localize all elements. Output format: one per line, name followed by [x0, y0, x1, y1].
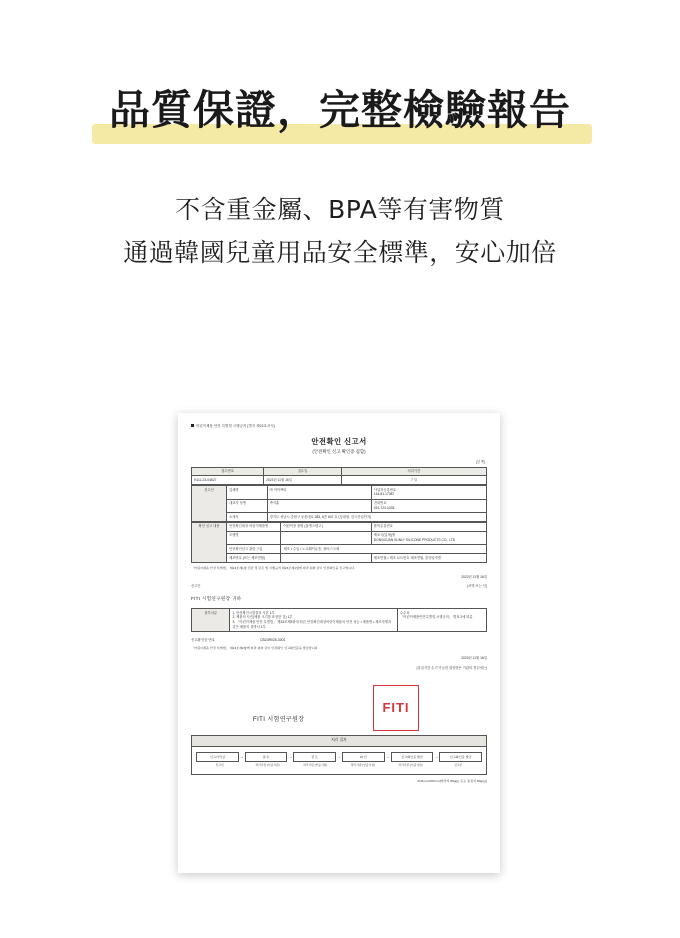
- arrow-right-icon: →: [434, 753, 439, 759]
- official-stamp-icon: FITI: [373, 685, 419, 731]
- model-name-label: 모델명: [227, 531, 281, 545]
- flow-node: 검 토: [293, 752, 336, 763]
- address-label: 소재지: [227, 513, 268, 522]
- arrow-right-icon: →: [337, 753, 342, 759]
- processing-period-label: 처리기간: [341, 467, 486, 476]
- manufacture-no-value: [281, 554, 371, 563]
- attachments-table: [191, 608, 487, 632]
- arrow-right-icon: →: [385, 753, 390, 759]
- table-row: [192, 554, 487, 563]
- product-name-value: 어린이용 물병 (물병스텐 2 ): [281, 522, 371, 531]
- issue-note: 「어린이제품 안전 특별법」 제23조제2항에 따라 위와 같이 안전확인 신고확인증을 발급합니다.: [191, 646, 319, 651]
- table-row: [192, 545, 487, 554]
- business-no: 사업자등록번호 144-81-17387: [371, 486, 486, 500]
- confirm-no-value: CB23R025-3001: [260, 638, 286, 643]
- headline-section: [0, 86, 680, 150]
- subheadline-line-2: 通過韓國兒童用品安全標準，安心加倍: [123, 238, 557, 267]
- signature-row: [191, 584, 487, 589]
- declaration-content-table: [191, 522, 487, 563]
- subheadline: [0, 188, 680, 274]
- ceo-label: 대표자 성명: [227, 499, 268, 513]
- applicant-label: 신고인: [192, 486, 227, 522]
- fee-cell: 수수료 「어린이제품안전특별법 시행규칙」 별표 2에 따름: [398, 609, 487, 632]
- table-row: [192, 513, 487, 522]
- table-row: [192, 522, 487, 531]
- certificate-document: [178, 413, 500, 873]
- flow-actor: 신고인: [454, 763, 463, 768]
- confirm-no-row: 신고확인증 번호 CB23R025-3001: [191, 638, 286, 643]
- processing-period-value: 7 일: [341, 476, 486, 485]
- table-row: [192, 531, 487, 545]
- certificate-subtitle: (안전확인 신고 확인증 겸함): [312, 449, 366, 455]
- certificate-page-mark: (앞 쪽): [475, 459, 485, 464]
- attachment-list: 1. 안전확인시험결과 사본 1부 2. 제품의 사진(제품 크기를 표현한 것) 1부 3. 「어린이제품 안전 특별법」 제23조제3항에 따른 안전확인대상어린이제품의 안전 성능 • 제품명 • 제조자명과 같은 제품의 설명서 1부: [230, 609, 398, 632]
- product-name-label: 안전확인대상 어린이제품명: [227, 522, 281, 531]
- company-name-label: 업체명: [227, 486, 268, 500]
- flow-actor: 처리기관 (인증기관): [398, 763, 423, 768]
- process-flow-actors: [196, 764, 482, 767]
- certificate-content: [191, 424, 487, 862]
- attachment-label: 첨부서류: [192, 609, 230, 632]
- declaration-type-label: 안전확인신고 관련 구분: [227, 545, 281, 554]
- table-row: [192, 476, 487, 485]
- subheadline-line-1: 不含重金屬、BPA等有害物質: [175, 195, 505, 224]
- declaration-type-value: 제조 • 수입 • 노르웨이유통, 플라스크체: [281, 545, 487, 554]
- manufacturer-cell: 제조국(업체)명 DONGGUAN SUNLY SILICONE PRODUCTS CO., LTD: [371, 531, 486, 545]
- paper-spec-footer: 210mm×297mm[백상지 80g/㎡ 또는 중질지 80g/㎡]: [417, 778, 487, 783]
- manufacture-lot-cell: 제조연월 • 제조 로트번호 제조연월, 출하일자별: [371, 554, 486, 563]
- model-name-value: [281, 531, 371, 545]
- flow-node: 신고확인증 발급: [391, 752, 434, 763]
- company-name-value: ㈜ 아이쁘띠: [267, 486, 371, 500]
- declaration-date: 2023년 11월 16일: [461, 575, 487, 580]
- issuer-name: FITI 시험연구원장: [253, 716, 305, 723]
- receipt-no-label: 접수번호: [192, 467, 264, 476]
- content-label: 확인 신고 내용: [192, 522, 227, 562]
- process-flow-nodes: [196, 752, 482, 763]
- receipt-date-label: 접수일: [264, 467, 342, 476]
- applicant-table: [191, 485, 487, 522]
- ceo-value: 박지훈: [267, 499, 371, 513]
- arrow-right-icon: →: [239, 753, 244, 759]
- category-no-cell: 품목분류번호: [371, 522, 486, 531]
- flow-node: 신고확인증 발급: [439, 752, 482, 763]
- flow-actor: 처리기관 (인증기관): [303, 763, 328, 768]
- issue-date: 2023년 11월 16일: [461, 656, 487, 661]
- phone-cell: 전화번호 031-724-1035: [371, 499, 486, 513]
- address-value: 경기도 성남시 중원구 둔촌대로 283, 6층 607 호 (상대원, 한국산업단지): [267, 513, 486, 522]
- table-row: [192, 467, 487, 476]
- signer-label: 신고인: [191, 584, 201, 589]
- arrow-right-icon: →: [288, 753, 293, 759]
- receipt-no-value: H111-23-04627: [192, 476, 264, 485]
- flow-actor: 처리기관 (인증기관): [350, 763, 375, 768]
- process-title: 처리 절차: [191, 735, 487, 747]
- manufacture-no-label: 제조번호 (또는 제조연월): [227, 554, 281, 563]
- issuer-stamp-area: [191, 679, 487, 731]
- flow-actor: 신고인: [215, 763, 224, 768]
- signature-suffix: (서명 또는 인): [467, 584, 487, 589]
- table-row: [192, 486, 487, 500]
- table-row: [192, 609, 487, 632]
- receiver-line: FITI 시험연구원장 귀하: [191, 596, 242, 602]
- certificate-form-note: 어린이제품 안전 특별법 시행규칙 [별지 제22호서식]: [191, 424, 487, 429]
- flow-node: 확 인: [342, 752, 385, 763]
- flow-node: 접 수: [245, 752, 288, 763]
- declaration-note: 「어린이제품 안전 특별법」 제23조제1항 전단 및 같은 법 시행규칙 제23조제1항에 따라 위와 같이 안전확인을 신고합니다.: [191, 565, 355, 570]
- certificate-title: 안전확인 신고서: [311, 437, 367, 447]
- table-row: [192, 499, 487, 513]
- receipt-date-value: 2023년 11월 16일: [264, 476, 342, 485]
- flow-node: 신고서작성: [196, 752, 239, 763]
- page-title: 品質保證，完整檢驗報告: [109, 86, 571, 134]
- flow-actor: 처리기관 (인증기관): [255, 763, 280, 768]
- certificate-header-table: [191, 467, 487, 486]
- promo-page: [0, 86, 680, 938]
- issue-subnote: (휴일기간 수기 가능한 위임받은 기관의 경우에는): [416, 665, 487, 670]
- process-flow: [191, 747, 487, 775]
- bullet-square-icon: [191, 424, 194, 427]
